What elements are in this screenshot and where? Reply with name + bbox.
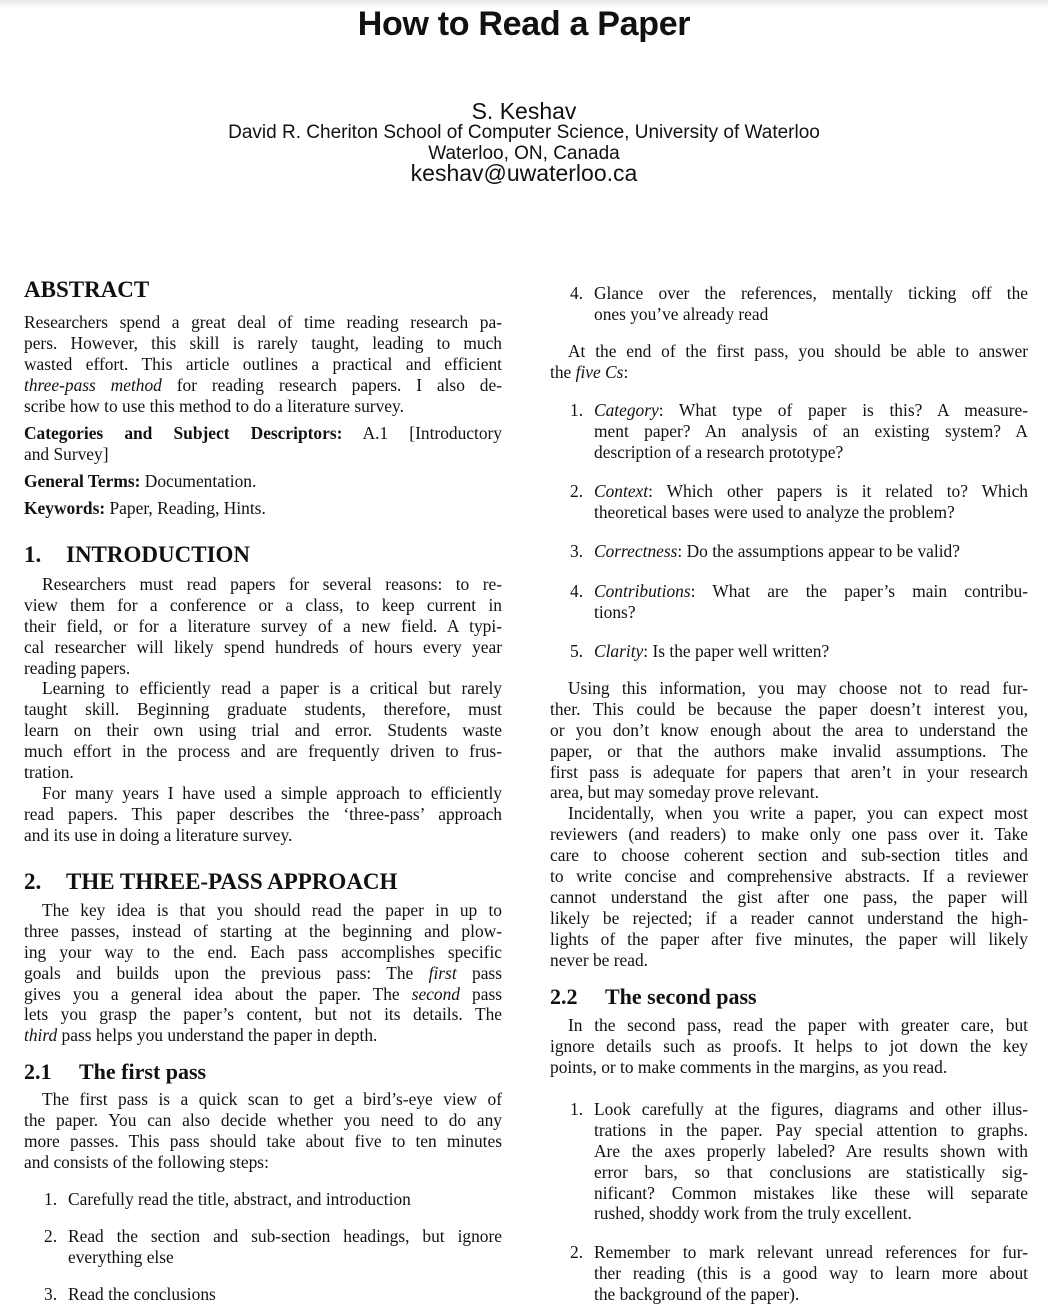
- subsection-heading-first-pass: [24, 1059, 502, 1085]
- term: Correctness: [594, 541, 678, 561]
- section-number: 2.: [24, 869, 42, 894]
- text-line: ignore details such as proofs. It helps to jot down the key: [550, 1035, 1028, 1056]
- author-name: S. Keshav: [471, 98, 577, 124]
- abstract-paragraph: [24, 312, 502, 416]
- second-pass-intro: [550, 1015, 1028, 1078]
- text-line: [550, 362, 1028, 383]
- text-line: and consists of the following steps:: [24, 1151, 269, 1172]
- text-line: likely be rejected; if a reader cannot understand the high-: [550, 907, 1028, 928]
- text-fragment: the: [550, 361, 572, 382]
- text-line: never be read.: [550, 949, 649, 970]
- text-line: The key idea is that you should read the paper in up to: [42, 900, 502, 920]
- list-number: 4.: [570, 283, 584, 303]
- categories-label: Categories and Subject Descriptors:: [24, 423, 343, 443]
- text-line: nificant? Common mistakes like these will separate: [594, 1182, 1028, 1203]
- text-line: reviewers (and readers) to make only one pass over it. Take: [550, 824, 1028, 845]
- text-line: care to choose coherent section and sub-section titles and: [550, 845, 1028, 866]
- text-line: read papers. This paper describes the ‘three-pass’ approach: [24, 803, 502, 824]
- text-line: [24, 1025, 502, 1046]
- text-line: [594, 641, 1028, 662]
- text-line: pers. However, this skill is rarely taught, leading to much: [24, 332, 502, 353]
- list-number: 2.: [570, 481, 584, 501]
- subsection-title: The first pass: [79, 1059, 207, 1084]
- text-fragment: pass helps you understand the paper in depth.: [61, 1025, 378, 1046]
- general-terms: [24, 471, 502, 492]
- text-line: or you don’t know enough about the area to understand the: [550, 719, 1028, 740]
- text-line: area, but may someday prove relevant.: [550, 782, 819, 803]
- author-affiliation: David R. Cheriton School of Computer Science, University of Waterloo: [228, 122, 820, 143]
- term: Category: [594, 400, 659, 420]
- term: Clarity: [594, 641, 644, 661]
- text-line: [24, 498, 502, 519]
- text-line: lets you grasp the paper’s content, but not its details. The: [24, 1004, 502, 1025]
- text-fragment: :: [623, 361, 629, 382]
- text-fragment: pass: [472, 983, 502, 1004]
- list-number: 4.: [570, 581, 584, 601]
- list-number: 3.: [570, 541, 584, 561]
- text-line: scribe how to use this method to do a literature survey.: [24, 395, 404, 416]
- text-line: [24, 471, 502, 492]
- text-line: Researchers must read papers for several reasons: to re-: [42, 574, 502, 594]
- text-line: first pass is adequate for papers that aren’t in your research: [550, 761, 1028, 782]
- text-line: rushed, shoddy work from the truly excellent.: [594, 1203, 912, 1224]
- general-terms-value: Documentation.: [144, 471, 257, 491]
- text-line: theoretical bases were used to analyze the problem?: [594, 501, 955, 522]
- text-line: their field, or for a literature survey of a new field. A typi-: [24, 615, 502, 636]
- text-line: [24, 423, 502, 444]
- first-pass-intro: [24, 1089, 502, 1173]
- text-line: ing your way to the end. Each pass accomplishes specific: [24, 941, 502, 962]
- text-line: tration.: [24, 762, 74, 783]
- approach-paragraph: [24, 900, 502, 1046]
- categories-value: A.1 [Introductory: [362, 423, 503, 443]
- text-line: description of a research prototype?: [594, 441, 844, 462]
- keywords: [24, 498, 502, 519]
- text-fragment: goals and builds upon the previous pass: The: [24, 962, 414, 983]
- text-line: cal researcher will likely spend hundreds of hours every year: [24, 636, 502, 657]
- text-line: three passes, instead of starting at the beginning and plow-: [24, 920, 502, 941]
- list-number: 1.: [570, 1099, 584, 1119]
- text-line: much effort in the process and are frequently driven to frus-: [24, 741, 502, 762]
- text-line: [24, 375, 502, 396]
- right-column: [550, 0, 1028, 1314]
- text-line: tions?: [594, 601, 636, 622]
- text-fragment: : What are the paper’s main contribu-: [690, 581, 1028, 601]
- text-fragment: pass: [472, 962, 502, 983]
- text-fragment: : Is the paper well written?: [643, 641, 830, 661]
- text-line: error bars, so that conclusions are statistically sig-: [594, 1161, 1028, 1182]
- author-location: Waterloo, ON, Canada: [428, 143, 620, 164]
- subsection-title: The second pass: [605, 984, 757, 1009]
- text-line: ment paper? An analysis of an existing system? A: [594, 420, 1028, 441]
- emphasis: three-pass method: [24, 374, 162, 395]
- text-line: the background of the paper).: [594, 1283, 800, 1304]
- text-line: Glance over the references, mentally ticking off the: [594, 283, 1028, 303]
- intro-paragraphs: [24, 574, 502, 846]
- list-number: 2.: [44, 1226, 58, 1246]
- section-title: THE THREE-PASS APPROACH: [66, 869, 398, 894]
- text-fragment: gives you a general idea about the paper. The: [24, 983, 400, 1004]
- text-line: Researchers spend a great deal of time reading research pa-: [24, 312, 502, 332]
- text-line: ones you’ve already read: [594, 303, 769, 324]
- subsection-number: 2.2: [550, 984, 578, 1009]
- text-line: taught skill. Beginning graduate students, therefore, must: [24, 699, 502, 720]
- section-heading-three-pass: [24, 869, 502, 895]
- term: Context: [594, 481, 649, 501]
- paragraph-using-information: [550, 678, 1028, 970]
- text-line: Look carefully at the figures, diagrams and other illus-: [594, 1099, 1028, 1119]
- list-number: 3.: [44, 1284, 58, 1304]
- text-line: cannot understand the gist after one pass, the paper will: [550, 886, 1028, 907]
- emphasis: third: [24, 1025, 58, 1046]
- categories: [24, 423, 502, 465]
- text-line: more passes. This pass should take about five to ten minutes: [24, 1130, 502, 1151]
- emphasis: five Cs: [575, 361, 624, 382]
- text-line: learn on their own using trial and error. Students waste: [24, 720, 502, 741]
- text-line: [594, 481, 1028, 502]
- text-line: reading papers.: [24, 657, 131, 678]
- subsection-number: 2.1: [24, 1059, 52, 1084]
- text-line: Read the section and sub-section headings, but ignore: [68, 1226, 502, 1246]
- text-line: Are the axes properly labeled? Are results shown with: [594, 1140, 1028, 1161]
- text-line: [24, 963, 502, 984]
- text-line: view them for a conference or a class, to keep current in: [24, 594, 502, 615]
- text-fragment: for reading research papers. I also de-: [176, 374, 502, 395]
- text-line: and Survey]: [24, 443, 109, 464]
- text-line: The first pass is a quick scan to get a bird’s-eye view of: [42, 1089, 502, 1109]
- section-heading-introduction: [24, 542, 502, 568]
- term: Contributions: [594, 581, 691, 601]
- text-line: Learning to efficiently read a paper is a critical but rarely: [42, 678, 502, 699]
- keywords-label: Keywords:: [24, 498, 106, 518]
- text-line: lights of the paper after five minutes, the paper will likely: [550, 928, 1028, 949]
- text-line: Incidentally, when you write a paper, you can expect most: [568, 803, 1028, 824]
- text-line: trations in the paper. Pay special attention to graphs.: [594, 1119, 1028, 1140]
- text-line: Carefully read the title, abstract, and introduction: [68, 1189, 411, 1209]
- text-line: to write concise and comprehensive abstracts. If a reviewer: [550, 866, 1028, 887]
- keywords-value: Paper, Reading, Hints.: [109, 498, 266, 518]
- text-line: [594, 581, 1028, 602]
- text-line: everything else: [68, 1246, 174, 1267]
- text-line: Read the conclusions: [68, 1284, 216, 1304]
- text-fragment: : What type of paper is this? A measure-: [658, 400, 1028, 420]
- left-column: [24, 0, 502, 1314]
- text-line: the paper. You can also decide whether you need to do any: [24, 1109, 502, 1130]
- text-line: Remember to mark relevant unread references for fur-: [594, 1242, 1028, 1262]
- text-fragment: : Do the assumptions appear to be valid?: [677, 541, 960, 561]
- general-terms-label: General Terms:: [24, 471, 141, 491]
- paper-title: How to Read a Paper: [357, 5, 691, 43]
- text-line: paper, or that the authors make invalid assumptions. The: [550, 740, 1028, 761]
- text-line: and its use in doing a literature survey.: [24, 824, 293, 845]
- text-fragment: : Which other papers is it related to? Which: [648, 481, 1028, 501]
- abstract-heading: ABSTRACT: [24, 277, 150, 302]
- five-cs-intro: [550, 341, 1028, 383]
- text-line: ther. This could be because the paper doesn’t interest you,: [550, 698, 1028, 719]
- text-line: In the second pass, read the paper with greater care, but: [568, 1015, 1028, 1035]
- text-line: Using this information, you may choose not to read fur-: [568, 678, 1028, 698]
- text-line: points, or to make comments in the margins, as you read.: [550, 1056, 948, 1077]
- list-number: 1.: [44, 1189, 58, 1209]
- list-number: 2.: [570, 1242, 584, 1262]
- section-number: 1.: [24, 542, 42, 567]
- author-email[interactable]: keshav@uwaterloo.ca: [410, 160, 638, 186]
- text-line: [594, 400, 1028, 421]
- text-line: [24, 984, 502, 1005]
- list-number: 1.: [570, 400, 584, 420]
- text-line: ther reading (this is a good way to learn more about: [594, 1262, 1028, 1283]
- list-number: 5.: [570, 641, 584, 661]
- text-line: wasted effort. This article outlines a practical and efficient: [24, 353, 502, 374]
- text-line: At the end of the first pass, you should be able to answer: [568, 341, 1028, 361]
- text-line: For many years I have used a simple approach to efficiently: [42, 782, 502, 803]
- section-title: INTRODUCTION: [66, 542, 251, 567]
- emphasis: first: [428, 962, 457, 983]
- text-line: [594, 541, 1028, 562]
- subsection-heading-second-pass: [550, 984, 1028, 1010]
- emphasis: second: [411, 983, 460, 1004]
